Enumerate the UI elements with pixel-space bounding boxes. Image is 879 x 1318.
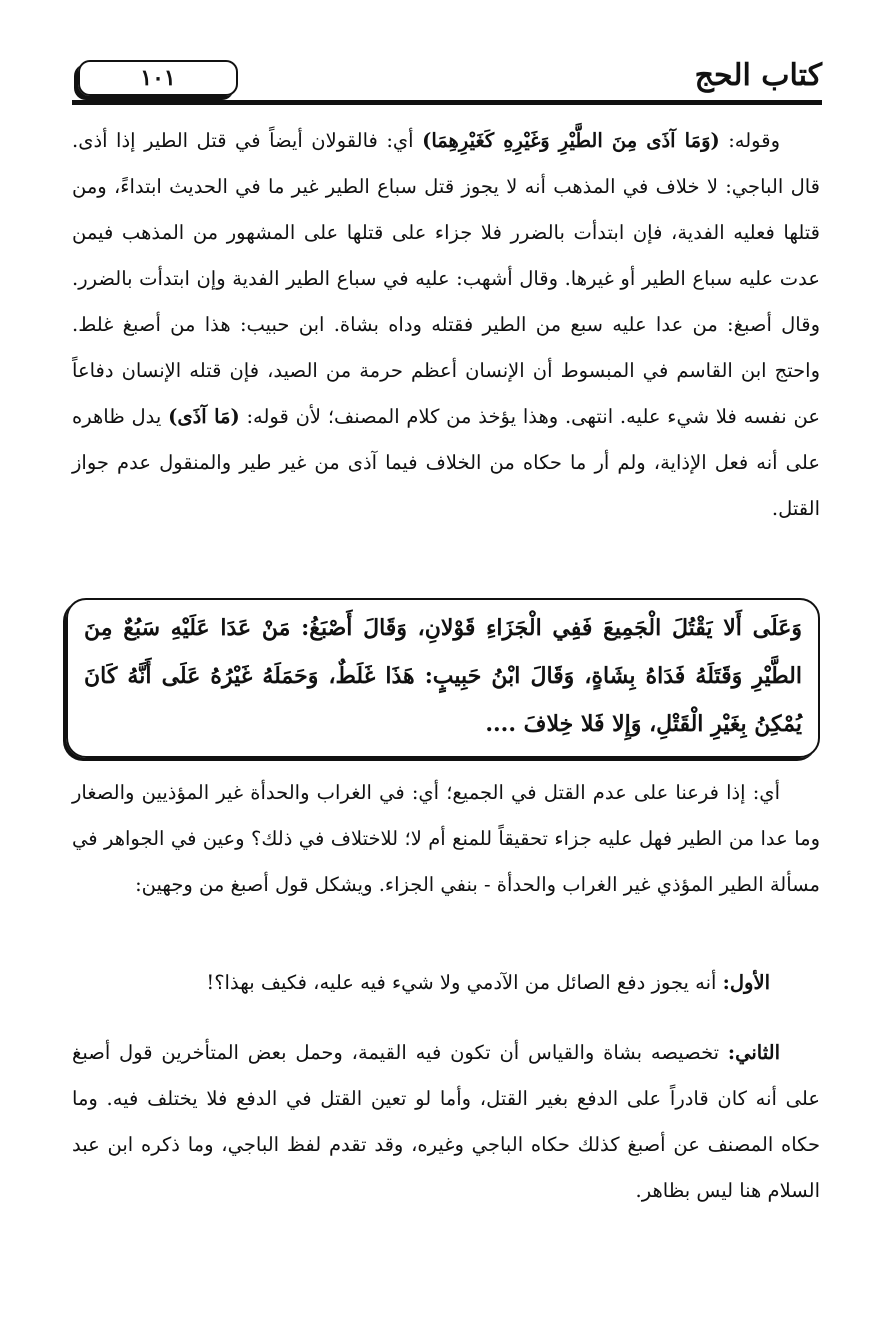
page-number: ١٠١: [140, 65, 176, 91]
commentary-lead: وقوله:: [719, 129, 780, 152]
page-number-box: [78, 60, 238, 96]
commentary-text-2: يدل ظاهره على أنه فعل الإذاية، ولم أر ما حكاه من الخلاف فيما آذى من غير طير والمنقول عدم جواز القتل.: [72, 405, 820, 520]
point-first: [72, 960, 820, 1006]
book-title: كتاب الحج: [694, 58, 822, 93]
point-text: تخصيصه بشاة والقياس أن تكون فيه القيمة، وحمل بعض المتأخرين قول أصبغ على أنه كان قادراً على الدفع بغير القتل، وأما لو تعين القتل في الدفع فلا يختلف فيه. وما حكاه المصنف عن أصبغ كذلك حكاه الباجي وغيره، وقد تقدم لفظ الباجي، وما ذكره ابن عبد السلام هنا ليس بظاهر.: [72, 1041, 820, 1202]
matn-text: وَعَلَى أَلا يَقْتُلَ الْجَمِيعَ فَفِي الْجَزَاءِ قَوْلانِ، وَقَالَ أَصْبَغُ: مَنْ عَدَا عَلَيْهِ سَبُعٌ مِنَ الطَّيْرِ وَقَتَلَهُ فَدَاهُ بِشَاةٍ، وَقَالَ ابْنُ حَبِيبٍ: هَذَا غَلَطٌ، وَحَمَلَهُ غَيْرُهُ عَلَى أَنَّهُ كَانَ يُمْكِنُ بِغَيْرِ الْقَتْلِ، وَإِلا فَلا خِلافَ ....: [84, 615, 802, 737]
matn-box: [66, 598, 820, 758]
point-label: الثاني:: [727, 1041, 780, 1064]
matn-quote: (وَمَا آذَى مِنَ الطَّيْرِ وَغَيْرِهِ كَغَيْرِهِمَا): [422, 129, 720, 152]
commentary-paragraph-1: [72, 118, 820, 588]
point-second: [72, 1030, 820, 1260]
matn-quote-2: (مَا آذَى): [168, 405, 240, 428]
commentary-text: أي: إذا فرعنا على عدم القتل في الجميع؛ أي: في الغراب والحدأة غير المؤذيين والصغار وما عدا من الطير فهل عليه جزاء تحقيقاً للمنع أم لا؛ للاختلاف في ذلك؟ وعين في الجواهر في مسألة الطير المؤذي غير الغراب والحدأة - بنفي الجزاء. ويشكل قول أصبغ من وجهين:: [72, 781, 820, 896]
header-rule: [72, 100, 822, 105]
page-header: [72, 56, 822, 106]
point-label: الأول:: [722, 971, 770, 994]
commentary-paragraph-2: [72, 770, 820, 950]
commentary-text: أي: فالقولان أيضاً في قتل الطير إذا أذى. قال الباجي: لا خلاف في المذهب أنه لا يجوز قتل سباع الطير غير ما في الحديث ابتداءً، ومن قتلها فعليه الفدية، فإن ابتدأت بالضرر فلا جزاء على قتلها على المشهور من المذهب فيمن عدت عليه سباع الطير أو غيرها. وقال أشهب: عليه في سباع الطير الفدية وإن ابتدأت بالضرر. وقال أصبغ: من عدا عليه سبع من الطير فقتله وداه بشاة. ابن حبيب: هذا من أصبغ غلط. واحتج ابن القاسم في المبسوط أن الإنسان أعظم حرمة من الصيد، فإن قتله الإنسان دفاعاً عن نفسه فلا شيء عليه. انتهى. وهذا يؤخذ من كلام المصنف؛ لأن قوله:: [72, 129, 820, 428]
point-text: أنه يجوز دفع الصائل من الآدمي ولا شيء فيه عليه، فكيف بهذا؟!: [206, 971, 723, 994]
